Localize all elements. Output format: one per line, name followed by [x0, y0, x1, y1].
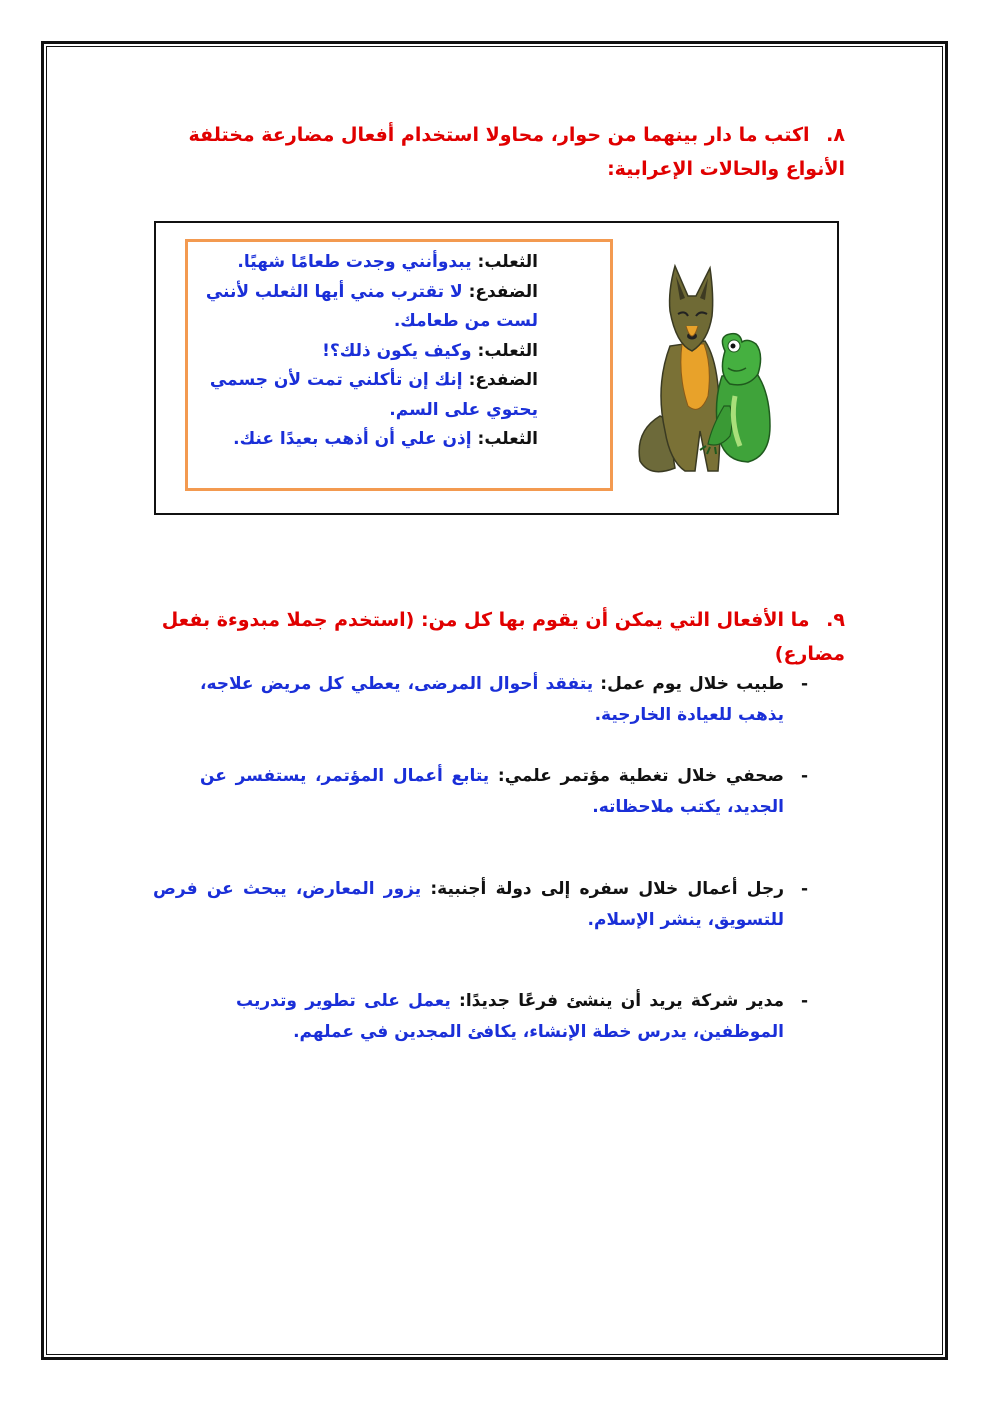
- answer-item: [153, 874, 808, 936]
- item-answer: يزور المعارض، يبحث عن فرص للتسويق، ينشر الإسلام.: [153, 879, 784, 930]
- dialogue-line: [200, 248, 538, 278]
- dialogue-speaker: الثعلب:: [477, 252, 538, 272]
- bullet-dash: -: [800, 991, 808, 1011]
- bullet-dash: -: [800, 674, 808, 694]
- dialogue-text: إذن علي أن أذهب بعيدًا عنك.: [233, 429, 472, 449]
- dialogue-text: إنك إن تأكلني تمت لأن جسمي يحتوي على السم.: [209, 370, 538, 420]
- dialogue-line: [200, 278, 538, 337]
- item-lead: صحفي خلال تغطية مؤتمر علمي:: [497, 766, 784, 786]
- dialogue-lines: [200, 248, 538, 455]
- answer-item: [200, 669, 808, 731]
- frog-head: [722, 334, 760, 385]
- item-lead: رجل أعمال خلال سفره إلى دولة أجنبية:: [430, 879, 784, 899]
- answer-item: [236, 986, 808, 1048]
- dialogue-speaker: الضفدع:: [468, 281, 538, 302]
- question-8: [140, 118, 845, 186]
- item-answer: يعمل على تطوير وتدريب الموظفين، يدرس خطة الإنشاء، يكافئ المجدين في عملهم.: [236, 991, 784, 1042]
- dialogue-text: وكيف يكون ذلك؟!: [322, 340, 472, 361]
- dialogue-text: يبدوأنني وجدت طعامًا شهيًا.: [237, 252, 472, 272]
- item-lead: طبيب خلال يوم عمل:: [600, 674, 784, 694]
- dialogue-text: لا تقترب مني أيها الثعلب لأنني لست من طعامك.: [205, 281, 538, 331]
- question-8-text: اكتب ما دار بينهما من حوار، محاولا استخدام أفعال مضارعة مختلفة الأنواع والحالات الإعرابية:: [188, 124, 845, 180]
- item-lead: مدير شركة يريد أن ينشئ فرعًا جديدًا:: [459, 991, 784, 1011]
- item-answer: يتفقد أحوال المرضى، يعطي كل مريض علاجه، يذهب للعيادة الخارجية.: [200, 674, 784, 725]
- bullet-dash: -: [800, 879, 808, 899]
- question-9-text: ما الأفعال التي يمكن أن يقوم بها كل من: (استخدم جملا مبدوءة بفعل مضارع): [161, 609, 845, 665]
- dialogue-line: [200, 366, 538, 425]
- question-8-number: ٨.: [826, 124, 845, 146]
- question-9: [140, 603, 845, 671]
- answer-item: [200, 761, 808, 823]
- bullet-dash: -: [800, 766, 808, 786]
- dialogue-line: [200, 337, 538, 367]
- fox-and-frog-icon: [630, 256, 775, 481]
- dialogue-speaker: الثعلب:: [477, 429, 538, 449]
- question-9-number: ٩.: [826, 609, 845, 631]
- dialogue-speaker: الضفدع:: [468, 370, 538, 390]
- dialogue-speaker: الثعلب:: [477, 340, 538, 361]
- dialogue-line: [200, 425, 538, 455]
- frog-pupil: [731, 344, 736, 349]
- item-answer: يتابع أعمال المؤتمر، يستفسر عن الجديد، يكتب ملاحظاته.: [200, 766, 784, 817]
